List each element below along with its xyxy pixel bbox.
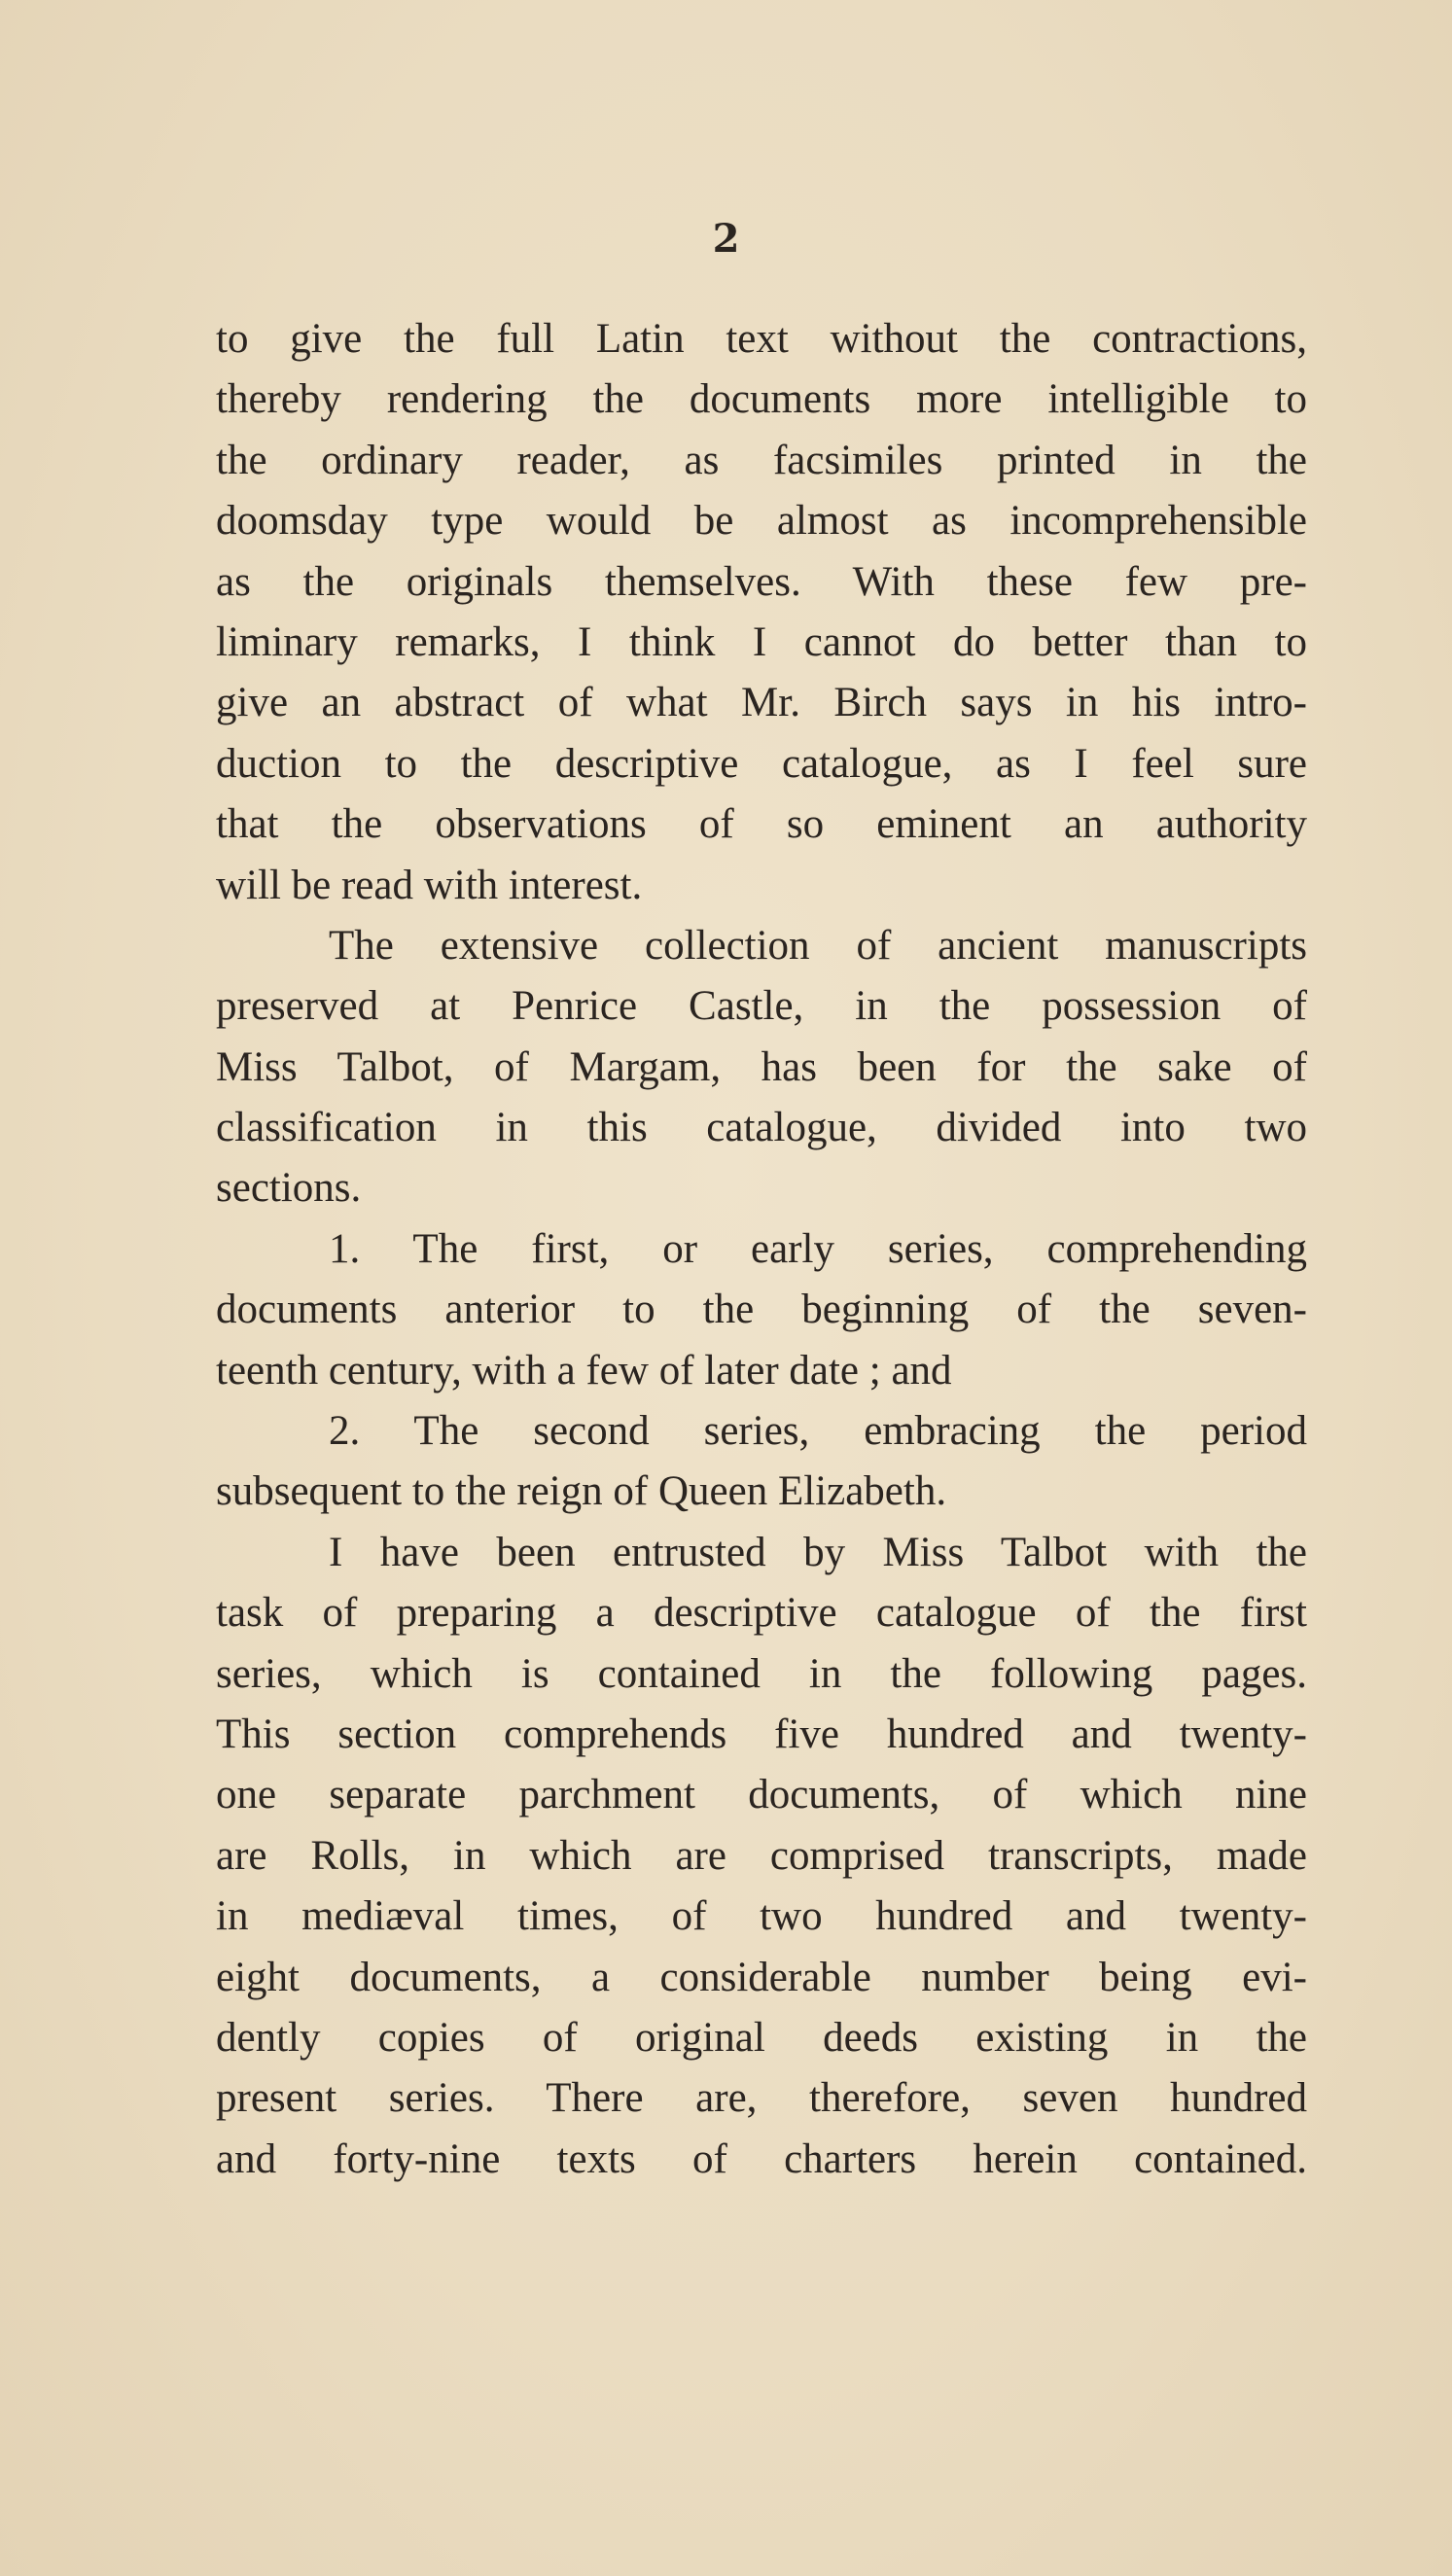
text-line: subsequent to the reign of Queen Elizabeth. bbox=[216, 1468, 947, 1515]
text-line: duction to the descriptive catalogue, as I feel sure bbox=[216, 740, 1307, 787]
text-line: preserved at Penrice Castle, in the possession of bbox=[216, 983, 1307, 1030]
text-line: teenth century, with a few of later date ; and bbox=[216, 1347, 952, 1394]
text-line: eight documents, a considerable number being evi- bbox=[216, 1954, 1307, 2000]
text-line: doomsday type would be almost as incomprehensible bbox=[216, 498, 1307, 545]
text-line: will be read with interest. bbox=[216, 862, 643, 908]
text-line: one separate parchment documents, of which nine bbox=[216, 1772, 1307, 1818]
text-line: This section comprehends five hundred and twenty- bbox=[216, 1711, 1307, 1757]
text-line: dently copies of original deeds existing in the bbox=[216, 2014, 1307, 2061]
text-line: the ordinary reader, as facsimiles printed in the bbox=[216, 437, 1307, 483]
text-line: 2. The second series, embracing the period bbox=[329, 1408, 1307, 1455]
text-line: classification in this catalogue, divided into two bbox=[216, 1105, 1307, 1151]
text-line: in mediæval times, of two hundred and twenty- bbox=[216, 1893, 1307, 1940]
text-line: documents anterior to the beginning of the seven- bbox=[216, 1287, 1307, 1333]
text-line: and forty-nine texts of charters herein contained. bbox=[216, 2135, 1307, 2182]
text-line: present series. There are, therefore, seven hundred bbox=[216, 2075, 1307, 2122]
text-line: thereby rendering the documents more intelligible to bbox=[216, 376, 1307, 423]
text-line: are Rolls, in which are comprised transcripts, made bbox=[216, 1832, 1307, 1879]
text-line: that the observations of so eminent an authority bbox=[216, 801, 1307, 848]
text-line: to give the full Latin text without the contractions, bbox=[216, 316, 1307, 362]
text-line: I have been entrusted by Miss Talbot with the bbox=[329, 1529, 1307, 1575]
text-line: Miss Talbot, of Margam, has been for the sake of bbox=[216, 1043, 1307, 1090]
text-line: sections. bbox=[216, 1165, 362, 1212]
text-line: task of preparing a descriptive catalogue of the first bbox=[216, 1590, 1307, 1637]
text-line: The extensive collection of ancient manuscripts bbox=[329, 922, 1307, 969]
text-line: give an abstract of what Mr. Birch says in his intro- bbox=[216, 680, 1307, 726]
text-line: liminary remarks, I think I cannot do better than to bbox=[216, 618, 1307, 665]
body-text bbox=[216, 309, 1307, 2190]
text-line: as the originals themselves. With these few pre- bbox=[216, 558, 1307, 605]
page-number: 2 bbox=[712, 216, 740, 262]
text-line: 1. The first, or early series, comprehending bbox=[329, 1225, 1307, 1272]
text-line: series, which is contained in the following pages. bbox=[216, 1650, 1307, 1697]
